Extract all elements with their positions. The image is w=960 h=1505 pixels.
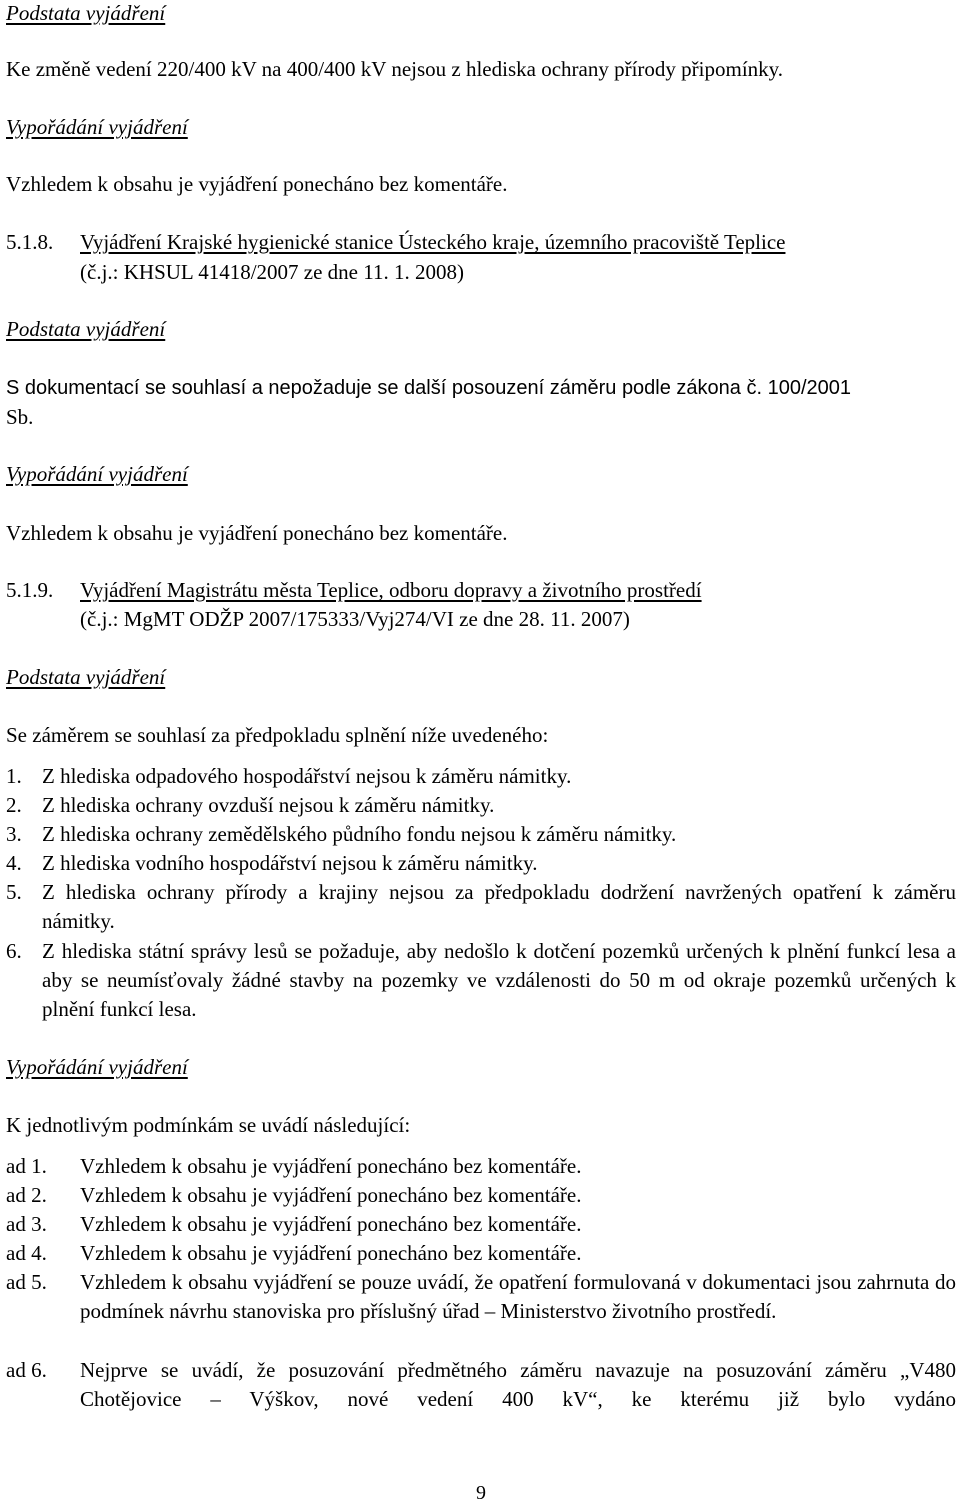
list-item-text: Z hlediska odpadového hospodářství nejsou k záměru námitky. bbox=[42, 764, 572, 788]
section-title-5-1-9-line1: Vyjádření Magistrátu města Teplice, odboru dopravy a životního prostředí bbox=[80, 578, 702, 602]
list-item-text: Z hlediska ochrany zemědělského půdního fondu nejsou k záměru námitky. bbox=[42, 822, 677, 846]
section-title-5-1-8-line1: Vyjádření Krajské hygienické stanice Ústeckého kraje, územního pracoviště Teplice bbox=[80, 230, 786, 254]
podstata-3-intro: Se záměrem se souhlasí za předpokladu splnění níže uvedeného: bbox=[6, 723, 549, 747]
ad-item-label: ad 5. bbox=[6, 1270, 47, 1294]
list-item-number: 2. bbox=[6, 793, 22, 817]
vyporadani-3-intro: K jednotlivým podmínkám se uvádí následující: bbox=[6, 1113, 411, 1137]
podstata-2-line2: Sb. bbox=[6, 405, 34, 429]
ad-item-text: Vzhledem k obsahu vyjádření se pouze uvádí, že opatření formulovaná v dokumentaci jsou zahrnuta do podmínek návrhu stanoviska pro příslušný úřad – Ministerstvo životního prostředí. bbox=[80, 1270, 956, 1323]
heading-vyporadani-2: Vypořádání vyjádření bbox=[6, 462, 188, 486]
ad-item-text: Nejprve se uvádí, že posuzování předmětného záměru navazuje na posuzování záměru „V480 Chotějovice – Výškov, nové vedení 400 kV“, ke kterému již bylo vydáno bbox=[80, 1358, 956, 1411]
section-number-5-1-9: 5.1.9. bbox=[6, 578, 54, 602]
ad-item-text: Vzhledem k obsahu je vyjádření ponecháno bez komentáře. bbox=[80, 1183, 582, 1207]
list-item-text: Z hlediska vodního hospodářství nejsou k záměru námitky. bbox=[42, 851, 538, 875]
list-item-number: 1. bbox=[6, 764, 22, 788]
vyporadani-2-text: Vzhledem k obsahu je vyjádření ponecháno bez komentáře. bbox=[6, 521, 508, 545]
list-item-text: Z hlediska ochrany přírody a krajiny nejsou za předpokladu dodržení navržených opatření k záměru námitky. bbox=[42, 880, 956, 933]
paragraph-1: Ke změně vedení 220/400 kV na 400/400 kV nejsou z hlediska ochrany přírody připomínky. bbox=[6, 57, 784, 81]
heading-podstata-1: Podstata vyjádření bbox=[6, 1, 166, 25]
list-item-number: 4. bbox=[6, 851, 22, 875]
ad-item-label: ad 3. bbox=[6, 1212, 47, 1236]
list-item-text: Z hlediska ochrany ovzduší nejsou k záměru námitky. bbox=[42, 793, 495, 817]
heading-podstata-3: Podstata vyjádření bbox=[6, 665, 166, 689]
list-item-text: Z hlediska státní správy lesů se požaduje, aby nedošlo k dotčení pozemků určených k plnění funkcí lesa a aby se neumísťovaly žádné stavby na pozemky ve vzdálenosti do 50 m od okraje pozemků určených k plnění funkcí lesa. bbox=[42, 939, 956, 1021]
ad-item-text: Vzhledem k obsahu je vyjádření ponecháno bez komentáře. bbox=[80, 1212, 582, 1236]
ad-item-text: Vzhledem k obsahu je vyjádření ponecháno bez komentáře. bbox=[80, 1241, 582, 1265]
paragraph-2: Vzhledem k obsahu je vyjádření ponecháno bez komentáře. bbox=[6, 172, 508, 196]
document-page bbox=[6, 0, 956, 1505]
page-number: 9 bbox=[476, 1482, 486, 1504]
ad-item-text: Vzhledem k obsahu je vyjádření ponecháno bez komentáře. bbox=[80, 1154, 582, 1178]
list-item-number: 6. bbox=[6, 939, 22, 963]
ad-item-label: ad 1. bbox=[6, 1154, 47, 1178]
list-item-number: 3. bbox=[6, 822, 22, 846]
ad-item-label: ad 4. bbox=[6, 1241, 47, 1265]
ad-item-label: ad 6. bbox=[6, 1358, 47, 1382]
podstata-2-line1: S dokumentací se souhlasí a nepožaduje se další posouzení záměru podle zákona č. 100/2001 bbox=[6, 377, 852, 399]
ad-item-label: ad 2. bbox=[6, 1183, 47, 1207]
section-title-5-1-8-line2: (č.j.: KHSUL 41418/2007 ze dne 11. 1. 2008) bbox=[80, 260, 464, 284]
heading-podstata-2: Podstata vyjádření bbox=[6, 317, 166, 341]
section-number-5-1-8: 5.1.8. bbox=[6, 230, 54, 254]
heading-vyporadani-1: Vypořádání vyjádření bbox=[6, 115, 188, 139]
section-title-5-1-9-line2: (č.j.: MgMT ODŽP 2007/175333/Vyj274/VI ze dne 28. 11. 2007) bbox=[80, 607, 630, 631]
heading-vyporadani-3: Vypořádání vyjádření bbox=[6, 1055, 188, 1079]
list-item-number: 5. bbox=[6, 880, 22, 904]
